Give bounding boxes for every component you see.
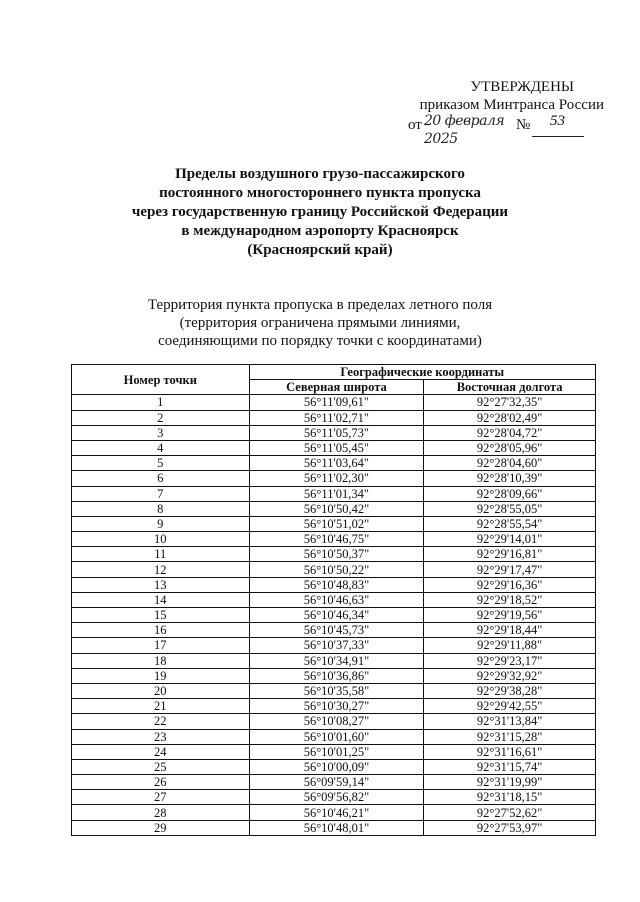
title-line: (Красноярский край) bbox=[247, 242, 393, 258]
table-row bbox=[72, 820, 596, 835]
point-number-cell: 9 bbox=[72, 516, 250, 531]
table-row bbox=[72, 805, 596, 820]
approval-block bbox=[374, 78, 604, 147]
east-longitude-cell: 92°28'10,39" bbox=[424, 471, 596, 486]
north-latitude-cell: 56°10'50,42" bbox=[249, 501, 424, 516]
title-line: Пределы воздушного грузо-пассажирского bbox=[175, 166, 465, 182]
point-number-cell: 5 bbox=[72, 456, 250, 471]
table-row bbox=[72, 638, 596, 653]
table-row bbox=[72, 471, 596, 486]
header-geo-coordinates: Географические координаты bbox=[249, 365, 595, 380]
subtitle-line: соединяющими по порядку точки с координатами) bbox=[158, 333, 482, 349]
point-number-cell: 21 bbox=[72, 699, 250, 714]
east-longitude-cell: 92°29'18,44" bbox=[424, 623, 596, 638]
east-longitude-cell: 92°28'04,72" bbox=[424, 425, 596, 440]
table-row bbox=[72, 577, 596, 592]
title-line: через государственную границу Российской Федерации bbox=[131, 204, 509, 220]
north-latitude-cell: 56°10'50,37" bbox=[249, 547, 424, 562]
section-subtitle bbox=[100, 296, 540, 350]
point-number-cell: 28 bbox=[72, 805, 250, 820]
point-number-cell: 23 bbox=[72, 729, 250, 744]
point-number-cell: 2 bbox=[72, 410, 250, 425]
approval-date-line bbox=[374, 113, 604, 147]
east-longitude-cell: 92°28'55,05" bbox=[424, 501, 596, 516]
coordinates-table bbox=[71, 364, 596, 836]
number-underline bbox=[532, 136, 584, 137]
east-longitude-cell: 92°28'05,96" bbox=[424, 440, 596, 455]
table-row bbox=[72, 790, 596, 805]
east-longitude-cell: 92°28'04,60" bbox=[424, 456, 596, 471]
point-number-cell: 3 bbox=[72, 425, 250, 440]
table-row bbox=[72, 425, 596, 440]
point-number-cell: 1 bbox=[72, 395, 250, 410]
table-row bbox=[72, 516, 596, 531]
north-latitude-cell: 56°10'00,09" bbox=[249, 759, 424, 774]
east-longitude-cell: 92°31'15,74" bbox=[424, 759, 596, 774]
north-latitude-cell: 56°10'35,58" bbox=[249, 683, 424, 698]
point-number-cell: 26 bbox=[72, 775, 250, 790]
east-longitude-cell: 92°28'02,49" bbox=[424, 410, 596, 425]
subtitle-line: (территория ограничена прямыми линиями, bbox=[179, 315, 461, 331]
point-number-cell: 6 bbox=[72, 471, 250, 486]
title-line: постоянного многостороннего пункта пропуска bbox=[159, 185, 481, 201]
east-longitude-cell: 92°27'32,35" bbox=[424, 395, 596, 410]
header-point-number: Номер точки bbox=[72, 365, 250, 395]
north-latitude-cell: 56°09'56,82" bbox=[249, 790, 424, 805]
table-row bbox=[72, 486, 596, 501]
header-north-latitude: Северная широта bbox=[249, 380, 424, 395]
point-number-cell: 22 bbox=[72, 714, 250, 729]
table-row bbox=[72, 623, 596, 638]
subtitle-line: Территория пункта пропуска в пределах летного поля bbox=[147, 297, 493, 313]
north-latitude-cell: 56°10'50,22" bbox=[249, 562, 424, 577]
table-row bbox=[72, 714, 596, 729]
table-row bbox=[72, 683, 596, 698]
table-row bbox=[72, 729, 596, 744]
point-number-cell: 18 bbox=[72, 653, 250, 668]
north-latitude-cell: 56°11'05,45" bbox=[249, 440, 424, 455]
east-longitude-cell: 92°29'17,47" bbox=[424, 562, 596, 577]
point-number-cell: 16 bbox=[72, 623, 250, 638]
table-row bbox=[72, 532, 596, 547]
north-latitude-cell: 56°10'30,27" bbox=[249, 699, 424, 714]
north-latitude-cell: 56°11'01,34" bbox=[249, 486, 424, 501]
east-longitude-cell: 92°29'14,01" bbox=[424, 532, 596, 547]
table-row bbox=[72, 653, 596, 668]
table-row bbox=[72, 668, 596, 683]
north-latitude-cell: 56°10'48,01" bbox=[249, 820, 424, 835]
handwritten-date: 20 февраля 2025 bbox=[424, 113, 505, 147]
point-number-cell: 20 bbox=[72, 683, 250, 698]
point-number-cell: 14 bbox=[72, 592, 250, 607]
north-latitude-cell: 56°10'46,21" bbox=[249, 805, 424, 820]
number-sign: № bbox=[516, 117, 531, 133]
east-longitude-cell: 92°29'19,56" bbox=[424, 608, 596, 623]
east-longitude-cell: 92°28'09,66" bbox=[424, 486, 596, 501]
east-longitude-cell: 92°29'16,36" bbox=[424, 577, 596, 592]
header-east-longitude: Восточная долгота bbox=[424, 380, 596, 395]
coordinates-table-body bbox=[72, 395, 596, 835]
east-longitude-cell: 92°27'52,62" bbox=[424, 805, 596, 820]
point-number-cell: 29 bbox=[72, 820, 250, 835]
north-latitude-cell: 56°11'03,64" bbox=[249, 456, 424, 471]
approval-heading: УТВЕРЖДЕНЫ bbox=[470, 79, 574, 95]
point-number-cell: 4 bbox=[72, 440, 250, 455]
point-number-cell: 8 bbox=[72, 501, 250, 516]
east-longitude-cell: 92°29'38,28" bbox=[424, 683, 596, 698]
north-latitude-cell: 56°10'46,34" bbox=[249, 608, 424, 623]
north-latitude-cell: 56°10'48,83" bbox=[249, 577, 424, 592]
east-longitude-cell: 92°31'19,99" bbox=[424, 775, 596, 790]
east-longitude-cell: 92°29'42,55" bbox=[424, 699, 596, 714]
east-longitude-cell: 92°29'18,52" bbox=[424, 592, 596, 607]
table-row bbox=[72, 608, 596, 623]
table-row bbox=[72, 440, 596, 455]
north-latitude-cell: 56°11'02,30" bbox=[249, 471, 424, 486]
north-latitude-cell: 56°10'51,02" bbox=[249, 516, 424, 531]
point-number-cell: 10 bbox=[72, 532, 250, 547]
east-longitude-cell: 92°31'15,28" bbox=[424, 729, 596, 744]
table-row bbox=[72, 547, 596, 562]
point-number-cell: 24 bbox=[72, 744, 250, 759]
east-longitude-cell: 92°31'18,15" bbox=[424, 790, 596, 805]
table-row bbox=[72, 562, 596, 577]
title-line: в международном аэропорту Красноярск bbox=[181, 223, 459, 239]
point-number-cell: 19 bbox=[72, 668, 250, 683]
table-row bbox=[72, 592, 596, 607]
point-number-cell: 7 bbox=[72, 486, 250, 501]
north-latitude-cell: 56°10'36,86" bbox=[249, 668, 424, 683]
north-latitude-cell: 56°11'05,73" bbox=[249, 425, 424, 440]
north-latitude-cell: 56°10'46,63" bbox=[249, 592, 424, 607]
point-number-cell: 11 bbox=[72, 547, 250, 562]
point-number-cell: 15 bbox=[72, 608, 250, 623]
approval-ot-label: от bbox=[408, 117, 422, 133]
north-latitude-cell: 56°10'01,60" bbox=[249, 729, 424, 744]
table-row bbox=[72, 775, 596, 790]
table-row bbox=[72, 456, 596, 471]
north-latitude-cell: 56°11'09,61" bbox=[249, 395, 424, 410]
east-longitude-cell: 92°27'53,97" bbox=[424, 820, 596, 835]
point-number-cell: 27 bbox=[72, 790, 250, 805]
east-longitude-cell: 92°29'16,81" bbox=[424, 547, 596, 562]
document-title bbox=[100, 165, 540, 260]
point-number-cell: 25 bbox=[72, 759, 250, 774]
north-latitude-cell: 56°10'46,75" bbox=[249, 532, 424, 547]
north-latitude-cell: 56°10'08,27" bbox=[249, 714, 424, 729]
east-longitude-cell: 92°31'13,84" bbox=[424, 714, 596, 729]
east-longitude-cell: 92°29'23,17" bbox=[424, 653, 596, 668]
east-longitude-cell: 92°31'16,61" bbox=[424, 744, 596, 759]
north-latitude-cell: 56°11'02,71" bbox=[249, 410, 424, 425]
east-longitude-cell: 92°29'11,88" bbox=[424, 638, 596, 653]
north-latitude-cell: 56°10'45,73" bbox=[249, 623, 424, 638]
handwritten-number: 53 bbox=[550, 113, 565, 129]
approval-order-line: приказом Минтранса России bbox=[419, 97, 604, 113]
point-number-cell: 12 bbox=[72, 562, 250, 577]
point-number-cell: 13 bbox=[72, 577, 250, 592]
east-longitude-cell: 92°29'32,92" bbox=[424, 668, 596, 683]
table-row bbox=[72, 410, 596, 425]
table-row bbox=[72, 744, 596, 759]
point-number-cell: 17 bbox=[72, 638, 250, 653]
table-row bbox=[72, 699, 596, 714]
north-latitude-cell: 56°10'34,91" bbox=[249, 653, 424, 668]
north-latitude-cell: 56°09'59,14" bbox=[249, 775, 424, 790]
north-latitude-cell: 56°10'37,33" bbox=[249, 638, 424, 653]
table-row bbox=[72, 395, 596, 410]
table-row bbox=[72, 501, 596, 516]
table-row bbox=[72, 759, 596, 774]
east-longitude-cell: 92°28'55,54" bbox=[424, 516, 596, 531]
north-latitude-cell: 56°10'01,25" bbox=[249, 744, 424, 759]
